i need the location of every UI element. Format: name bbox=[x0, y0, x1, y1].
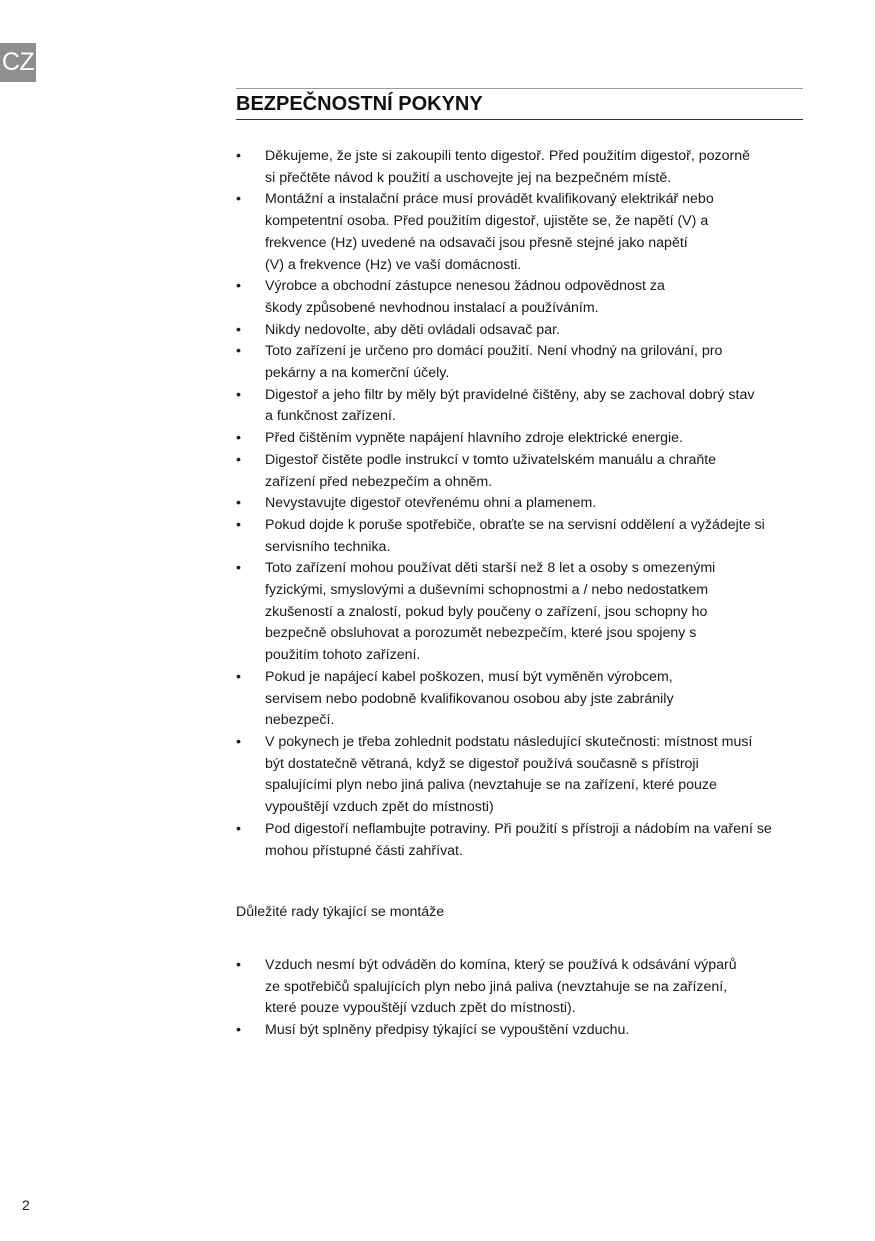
list-item-text: Digestoř čistěte podle instrukcí v tomto uživatelském manuálu a chraňte bbox=[265, 451, 717, 468]
list-item-text: Nikdy nedovolte, aby děti ovládali odsavač par. bbox=[265, 321, 560, 338]
safety-instructions-list bbox=[236, 146, 816, 862]
list-item-text: ze spotřebičů spalujících plyn nebo jiná paliva (nevztahuje se na zařízení, bbox=[265, 978, 728, 995]
list-item-text: servisního technika. bbox=[265, 538, 391, 555]
bullet-icon: • bbox=[236, 820, 241, 837]
list-item bbox=[236, 428, 816, 450]
list-item-text: bezpečně obsluhovat a porozumět nebezpečím, které jsou spojeny s bbox=[265, 625, 697, 642]
list-item-text: použitím tohoto zařízení. bbox=[265, 647, 421, 664]
list-item bbox=[236, 146, 816, 189]
list-item bbox=[236, 515, 816, 558]
bullet-icon: • bbox=[236, 1022, 241, 1039]
bullet-icon: • bbox=[236, 957, 241, 973]
list-item bbox=[236, 450, 816, 493]
list-item-text: pekárny a na komerční účely. bbox=[265, 365, 450, 382]
page-title: BEZPEČNOSTNÍ POKYNY bbox=[236, 93, 483, 115]
list-item-text: Vzduch nesmí být odváděn do komína, který se používá k odsávání výparů bbox=[265, 957, 737, 973]
bullet-icon: • bbox=[236, 430, 241, 447]
list-item-text: nebezpečí. bbox=[265, 712, 335, 729]
list-item-text: servisem nebo podobně kvalifikovanou osobou aby jste zabránily bbox=[265, 690, 674, 707]
list-item bbox=[236, 955, 816, 1020]
list-item-text: a funkčnost zařízení. bbox=[265, 408, 396, 425]
list-item-text: si přečtěte návod k použití a uschovejte jej na bezpečném místě. bbox=[265, 169, 672, 186]
list-item-text: Toto zařízení je určeno pro domácí použití. Není vhodný na grilování, pro bbox=[265, 343, 723, 360]
page-number: 2 bbox=[22, 1197, 30, 1213]
list-item-text: být dostatečně větraná, když se digestoř používá současně s přístroji bbox=[265, 755, 699, 772]
list-item-text: Výrobce a obchodní zástupce nenesou žádnou odpovědnost za bbox=[265, 278, 665, 295]
list-item bbox=[236, 276, 816, 319]
bullet-icon: • bbox=[236, 343, 241, 360]
list-item-text: frekvence (Hz) uvedené na odsavači jsou přesně stejné jako napětí bbox=[265, 234, 688, 251]
list-item-text: Digestoř a jeho filtr by měly být pravidelné čištěny, aby se zachoval dobrý stav bbox=[265, 386, 755, 403]
bullet-icon: • bbox=[236, 733, 241, 750]
list-item bbox=[236, 819, 816, 862]
list-item-text: Musí být splněny předpisy týkající se vypouštění vzduchu. bbox=[265, 1022, 630, 1039]
list-item-text: Montážní a instalační práce musí provádět kvalifikovaný elektrikář nebo bbox=[265, 191, 714, 208]
list-item-text: mohou přístupné části zahřívat. bbox=[265, 842, 463, 859]
list-item-text: které pouze vypouštějí vzduch zpět do místnosti). bbox=[265, 1000, 576, 1017]
list-item-text: Nevystavujte digestoř otevřenému ohni a plamenem. bbox=[265, 495, 597, 512]
list-item-text: V pokynech je třeba zohlednit podstatu následující skutečnosti: místnost musí bbox=[265, 733, 753, 750]
installation-heading: Důležité rady týkající se montáže bbox=[236, 904, 445, 920]
list-item bbox=[236, 189, 816, 276]
list-item bbox=[236, 732, 816, 819]
bullet-icon: • bbox=[236, 278, 241, 295]
list-item bbox=[236, 385, 816, 428]
list-item-text: Pod digestoří neflambujte potraviny. Při použití s přístroji a nádobím na vaření se bbox=[265, 820, 772, 837]
list-item-text: Toto zařízení mohou používat děti starší než 8 let a osoby s omezenými bbox=[265, 560, 716, 577]
list-item bbox=[236, 341, 816, 384]
list-item bbox=[236, 493, 816, 515]
installation-advice-list bbox=[236, 955, 816, 1042]
bullet-icon: • bbox=[236, 148, 241, 164]
list-item-text: škody způsobené nevhodnou instalací a používáním. bbox=[265, 299, 599, 316]
list-item bbox=[236, 558, 816, 667]
list-item-text: fyzickými, smyslovými a duševními schopnostmi a / nebo nedostatkem bbox=[265, 582, 709, 599]
language-tab: CZ bbox=[0, 43, 36, 82]
bullet-icon: • bbox=[236, 321, 241, 338]
list-item bbox=[236, 1020, 816, 1042]
bullet-icon: • bbox=[236, 560, 241, 577]
list-item-text: zkušeností a znalostí, pokud byly poučeny o zařízení, jsou schopny ho bbox=[265, 603, 708, 620]
list-item-text: spalujícími plyn nebo jiná paliva (nevztahuje se na zařízení, které pouze bbox=[265, 777, 717, 794]
list-item-text: Pokud dojde k poruše spotřebiče, obraťte se na servisní oddělení a vyžádejte si bbox=[265, 516, 765, 533]
list-item-text: (V) a frekvence (Hz) ve vaší domácnosti. bbox=[265, 256, 522, 273]
bullet-icon: • bbox=[236, 516, 241, 533]
bullet-icon: • bbox=[236, 668, 241, 685]
section-header bbox=[236, 88, 803, 120]
bullet-icon: • bbox=[236, 386, 241, 403]
list-item-text: vypouštějí vzduch zpět do místnosti) bbox=[265, 799, 494, 816]
list-item-text: Děkujeme, že jste si zakoupili tento digestoř. Před použitím digestoř, pozorně bbox=[265, 148, 750, 164]
list-item-text: zařízení před nebezpečím a ohněm. bbox=[265, 473, 493, 490]
bullet-icon: • bbox=[236, 495, 241, 512]
bullet-icon: • bbox=[236, 191, 241, 208]
list-item-text: kompetentní osoba. Před použitím digestoř, ujistěte se, že napětí (V) a bbox=[265, 213, 709, 230]
list-item-text: Před čištěním vypněte napájení hlavního zdroje elektrické energie. bbox=[265, 430, 683, 447]
list-item bbox=[236, 320, 816, 342]
bullet-icon: • bbox=[236, 451, 241, 468]
list-item bbox=[236, 667, 816, 732]
list-item-text: Pokud je napájecí kabel poškozen, musí být vyměněn výrobcem, bbox=[265, 668, 673, 685]
